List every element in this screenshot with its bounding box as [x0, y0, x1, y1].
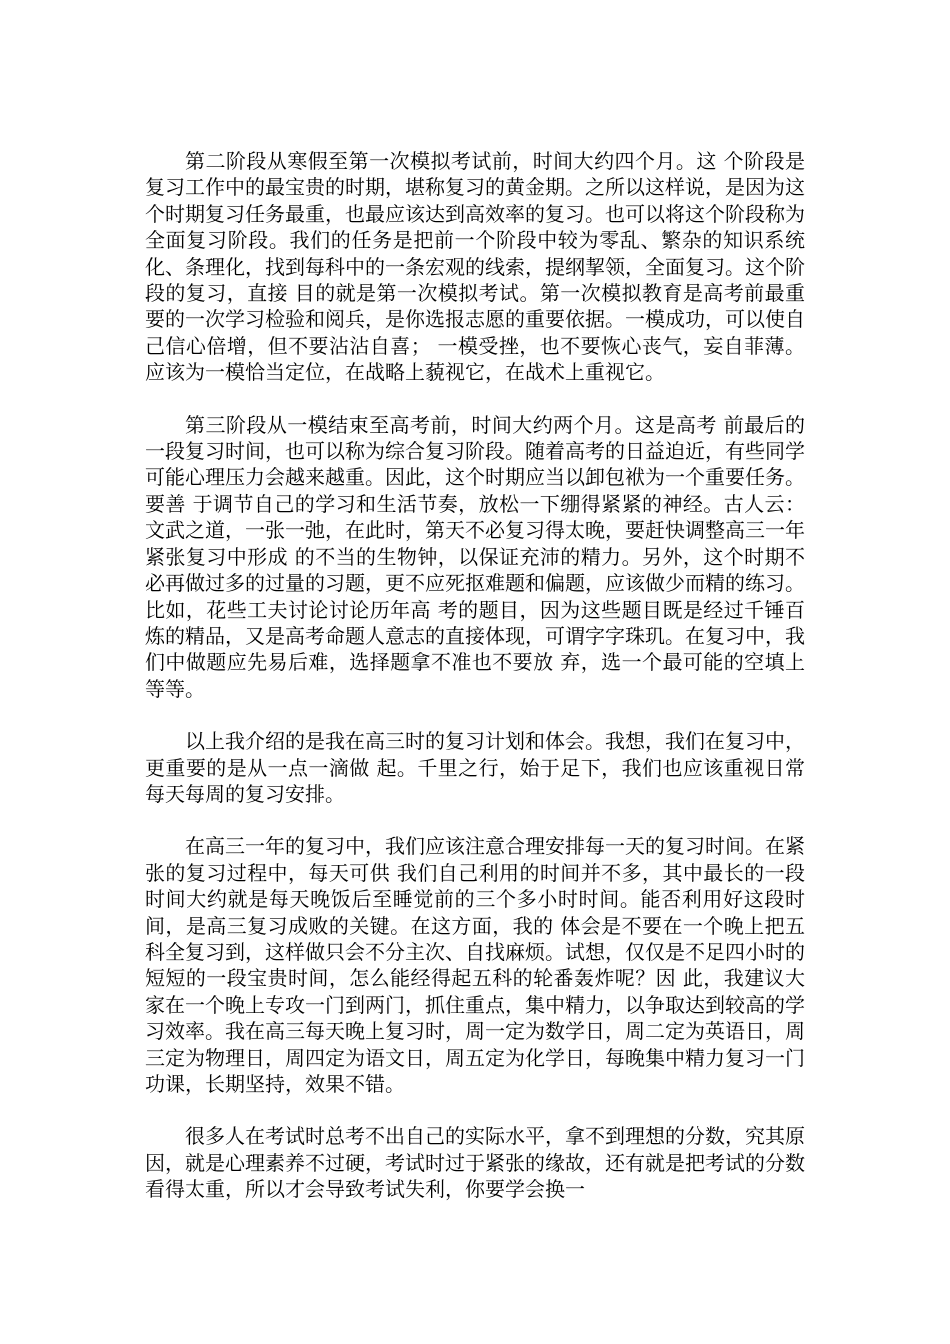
paragraph-summary: 以上我介绍的是我在高三时的复习计划和体会。我想，我们在复习中，更重要的是从一点一滴做 起。千里之行，始于足下，我们也应该重视日常每天每周的复习安排。	[145, 729, 805, 806]
paragraph-stage-three: 第三阶段从一模结束至高考前，时间大约两个月。这是高考 前最后的一段复习时间，也可以称为综合复习阶段。随着高考的日益迫近，有些同学可能心理压力会越来越重。因此，这个时期应当以卸包袱为一个重要任务。要善 于调节自己的学习和生活节奏，放松一下绷得紧紧的神经。古人云：文武之道，一张一弛，在此时，第天不必复习得太晚，要赶快调整高三一年紧张复习中形成 的不当的生物钟，以保证充沛的精力。另外，这个时期不必再做过多的过量的习题，更不应死抠难题和偏题，应该做少而精的练习。比如，花些工夫讨论讨论历年高 考的题目，因为这些题目既是经过千锤百炼的精品，又是高考命题人意志的直接体现，可谓字字珠玑。在复习中，我们中做题应先易后难，选择题拿不准也不要放 弃，选一个最可能的空填上等等。	[145, 412, 805, 701]
paragraph-exam-psychology: 很多人在考试时总考不出自己的实际水平，拿不到理想的分数，究其原因，就是心理素养不过硬，考试时过于紧张的缘故，还有就是把考试的分数看得太重，所以才会导致考试失利，你要学会换一	[145, 1124, 805, 1202]
paragraph-daily-schedule: 在高三一年的复习中，我们应该注意合理安排每一天的复习时间。在紧张的复习过程中，每天可供 我们自己利用的时间并不多，其中最长的一段时间大约就是每天晚饭后至睡觉前的三个多小时时间。能否利用好这段时间，是高三复习成败的关键。在这方面，我的 体会是不要在一个晚上把五科全复习到，这样做只会不分主次、自找麻烦。试想，仅仅是不足四小时的短短的一段宝贵时间，怎么能经得起五科的轮番轰炸呢？因 此，我建议大家在一个晚上专攻一门到两门，抓住重点，集中精力，以争取达到较高的学习效率。我在高三每天晚上复习时，周一定为数学日，周二定为英语日，周 三定为物理日，周四定为语文日，周五定为化学日，每晚集中精力复习一门功课，长期坚持，效果不错。	[145, 834, 805, 1096]
paragraph-stage-two: 第二阶段从寒假至第一次模拟考试前，时间大约四个月。这 个阶段是复习工作中的最宝贵的时期，堪称复习的黄金期。之所以这样说，是因为这个时期复习任务最重，也最应该达到高效率的复习。也可以将这个阶段称为 全面复习阶段。我们的任务是把前一个阶段中较为零乱、繁杂的知识系统化、条理化，找到每科中的一条宏观的线索，提纲挈领，全面复习。这个阶段的复习，直接 目的就是第一次模拟考试。第一次模拟教育是高考前最重要的一次学习检验和阅兵，是你选报志愿的重要依据。一模成功，可以使自己信心倍增，但不要沾沾自喜； 一模受挫，也不要恢心丧气，妄自菲薄。应该为一模恰当定位，在战略上藐视它，在战术上重视它。	[145, 149, 805, 385]
document-page	[145, 148, 805, 1229]
